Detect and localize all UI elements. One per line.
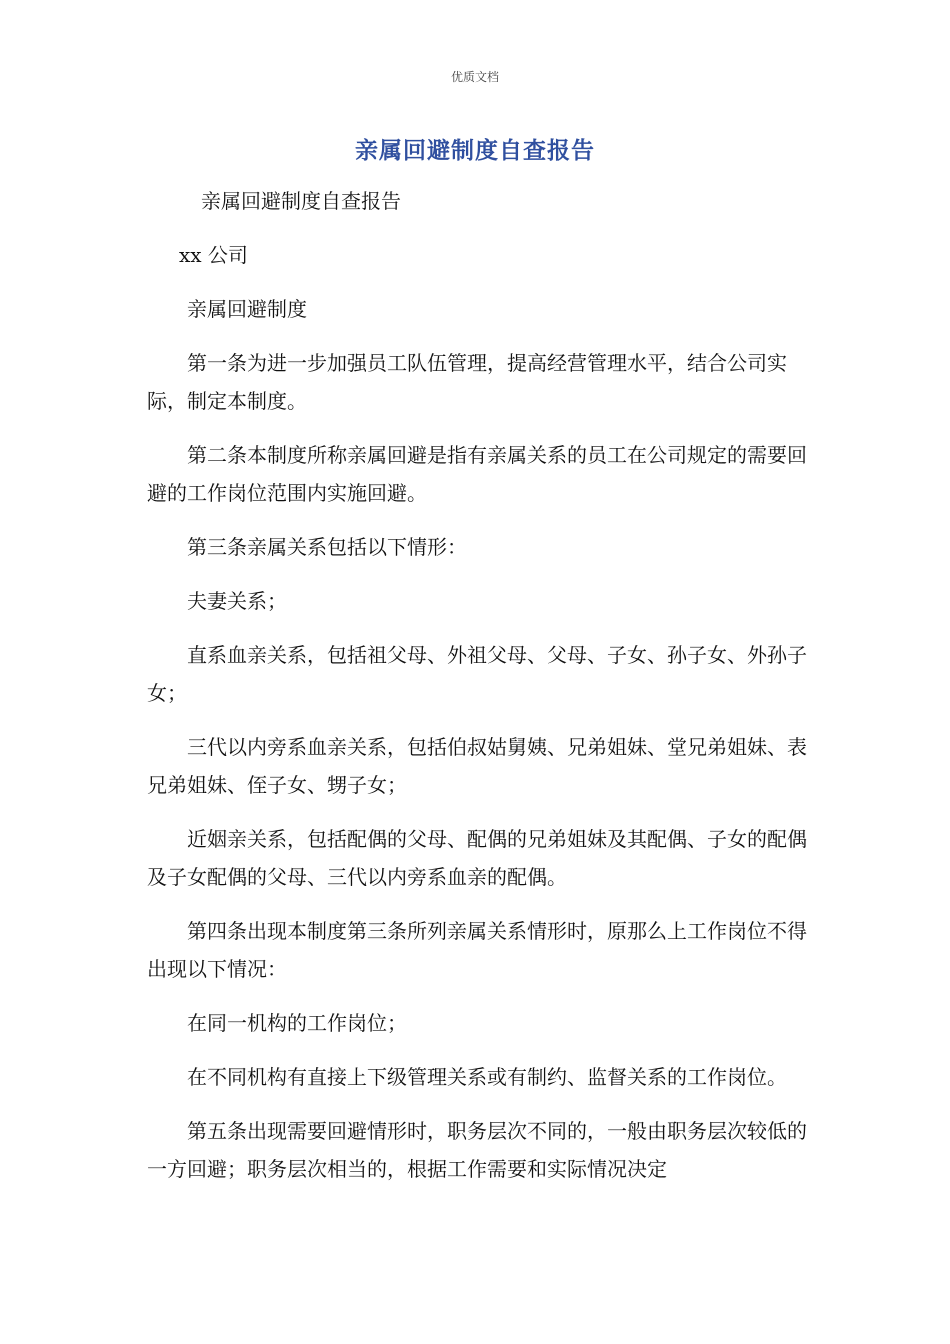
document-subtitle: 亲属回避制度自查报告 — [201, 189, 401, 213]
paragraph: 三代以内旁系血亲关系，包括伯叔姑舅姨、兄弟姐妹、堂兄弟姐妹、表兄弟姐妹、侄子女、甥子女； — [147, 735, 807, 797]
document-title: 亲属回避制度自查报告 — [355, 138, 595, 164]
paragraph: 近姻亲关系，包括配偶的父母、配偶的兄弟姐妹及其配偶、子女的配偶及子女配偶的父母、三代以内旁系血亲的配偶。 — [147, 827, 807, 889]
paragraph: 第一条为进一步加强员工队伍管理，提高经营管理水平，结合公司实际，制定本制度。 — [147, 351, 787, 413]
paragraph: 直系血亲关系，包括祖父母、外祖父母、父母、子女、孙子女、外孙子女； — [147, 643, 807, 705]
paragraph: 亲属回避制度 — [187, 297, 307, 321]
paragraph: 在不同机构有直接上下级管理关系或有制约、监督关系的工作岗位。 — [187, 1065, 787, 1089]
company-name: xx 公司 — [179, 243, 248, 267]
paragraph: 第三条亲属关系包括以下情形： — [187, 535, 467, 559]
paragraph: 第四条出现本制度第三条所列亲属关系情形时，原那么上工作岗位不得出现以下情况： — [147, 919, 807, 981]
paragraph: 在同一机构的工作岗位； — [187, 1011, 407, 1035]
paragraph: 第五条出现需要回避情形时，职务层次不同的，一般由职务层次较低的一方回避；职务层次相当的，根据工作需要和实际情况决定 — [147, 1119, 807, 1181]
paragraph: 夫妻关系； — [187, 589, 287, 613]
page-header: 优质文档 — [450, 70, 499, 84]
document-body — [147, 182, 809, 1204]
paragraph: 第二条本制度所称亲属回避是指有亲属关系的员工在公司规定的需要回避的工作岗位范围内实施回避。 — [147, 443, 807, 505]
